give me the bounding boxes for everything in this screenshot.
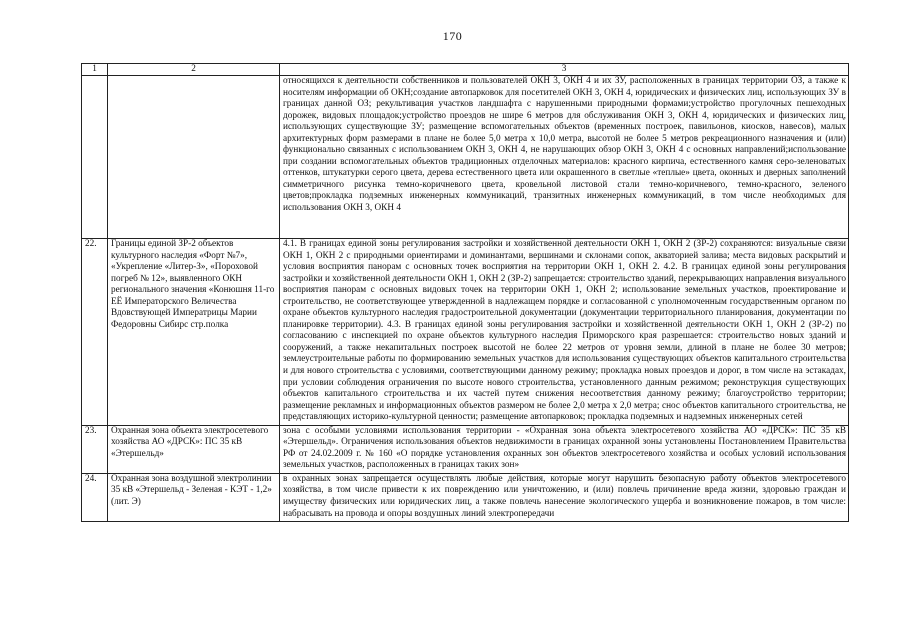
- object-name: Охранная зона воздушной электролинии 35 кВ «Этершельд - Зеленая - КЭТ - 1,2» (лит. Э): [108, 473, 280, 521]
- row-number: 23.: [82, 425, 108, 473]
- column-header-1: 1: [82, 64, 108, 76]
- table-row-continuation: [82, 76, 849, 239]
- object-name: Охранная зона объекта электросетевого хозяйства АО «ДРСК»: ПС 35 кВ «Этершельд»: [108, 425, 280, 473]
- row-number: 22.: [82, 239, 108, 426]
- object-name: Границы единой ЗР-2 объектов культурного наследия «Форт №7», «Укрепление «Литер-З», «Пороховой погреб № 12», выявленного ОКН регионального значения «Конюшня 11-го ЕЁ Императорского Величества Вдовствующей Императрицы Марии Федоровны Сибирс стр.полка: [108, 239, 280, 426]
- column-header-3: 3: [280, 64, 849, 76]
- table-row-24: [82, 473, 849, 521]
- regulation-text: 4.1. В границах единой зоны регулирования застройки и хозяйственной деятельности ОКН 1, ОКН 2 (ЗР-2) сохраняются: визуальные связи ОКН 1, ОКН 2 с природными ориентирами и доминантами, вершинами и склонами сопок, акваторией залива; места видовых раскрытий и условия восприятия панорам с основных точек восприятия на территории ОКН 1, ОКН 2. 4.2. В границах единой зоны регулирования застройки и хозяйственной деятельности ОКН 1, ОКН 2 (ЗР-2) запрещается: строительство зданий, перекрывающих направления визуального восприятия панорам с основных видовых точек на территории ОКН 1, ОКН 2; использование земельных участков, проектирование и строительство, не соответствующее утвержденной в надлежащем порядке и согласованной с уполномоченным государственным органом по охране объектов культурного наследия градостроительной документации (документации территориального планирования, документации по планировке территории). 4.3. В границах единой зоны регулирования застройки и хозяйственной деятельности ОКН 1, ОКН 2 (ЗР-2) по согласованию с инспекцией по охране объектов культурного наследия Приморского края разрешается: строительство новых зданий и сооружений, а также некапитальных построек высотой не более 22 метров от уровня земли, длиной в плане не более 30 метров; землеустроительные работы по формированию земельных участков для использования существующих объектов капитального строительства и для нового строительства с условиями, соответствующими данному режиму; прокладка новых проездов и дорог, в том числе на эстакадах, при условии соблюдения ограничения по высоте нового строительства, установленного данным режимом; реконструкция существующих объектов капитального строительства и их частей путем снижения несоответствия данному режиму; благоустройство территории; размещение рекламных и информационных объектов размером не более 2,0 метра x 2,0 метра; снос объектов капитального строительства, не представляющих историко-культурной ценности; размещение автопарковок; прокладка подземных и надземных инженерных сетей: [280, 239, 849, 426]
- regulation-text: в охранных зонах запрещается осуществлять любые действия, которые могут нарушить безопасную работу объектов электросетевого хозяйства, в том числе привести к их повреждению или уничтожению, и (или) повлечь причинение вреда жизни, здоровью граждан и имуществу физических или юридических лиц, а также повлечь нанесение экологического ущерба и возникновение пожаров, в том числе: набрасывать на провода и опоры воздушных линий электропередачи: [280, 473, 849, 521]
- regulation-text: относящихся к деятельности собственников и пользователей ОКН 3, ОКН 4 и их ЗУ, расположенных в границах территории ОЗ, а также к носителям информации об ОКН;создание автопарковок для посетителей ОКН 3, ОКН 4, юридических и физических лиц, использующих ЗУ в границах данной ОЗ; рекультивация участков ландшафта с нарушенными природными формами;устройство прогулочных пешеходных дорожек, видовых площадок;устройство проездов не шире 6 метров для обслуживания ОКН 3, ОКН 4, юридических и физических лиц, использующих существующие ЗУ; размещение вспомогательных объектов (временных построек, павильонов, киосков, навесов), малых архитектурных форм размерами в плане не более 5,0 метра x 10,0 метра, высотой не более 5 метров рекреационного назначения и (или) функционально связанных с использованием ОКН 3, ОКН 4, не нарушающих обзор ОКН 3, ОКН 4 с основных направлений;использование при создании вспомогательных объектов традиционных отделочных материалов: красного кирпича, естественного камня серо-зеленоватых оттенков, штукатурки серого цвета, дерева естественного цвета или окрашенного в светлые «теплые» цвета, оконных и дверных заполнений симметричного рисунка темно-коричневого цвета, кровельной листовой стали темно-коричневого, темно-красного, зеленого цветов;прокладка подземных инженерных коммуникаций, транзитных инженерных коммуникаций, в том числе необходимых для использования ОКН 3, ОКН 4: [280, 76, 849, 239]
- table-row-22: [82, 239, 849, 426]
- regulation-text: зона с особыми условиями использования территории - «Охранная зона объекта электросетевого хозяйства АО «ДРСК»: ПС 35 кВ «Этершельд». Ограничения использования объектов недвижимости в границах охранной зоны установлены Постановлением Правительства РФ от 24.02.2009 г. № 160 «О порядке установления охранных зон объектов электросетевого хозяйства и особых условий использования земельных участков, расположенных в границах таких зон»: [280, 425, 849, 473]
- row-number: [82, 76, 108, 239]
- table-row-23: [82, 425, 849, 473]
- column-header-row: [82, 64, 849, 76]
- row-number: 24.: [82, 473, 108, 521]
- column-header-2: 2: [108, 64, 280, 76]
- page-number: 170: [442, 29, 463, 43]
- regulation-table: [81, 63, 849, 522]
- object-name: [108, 76, 280, 239]
